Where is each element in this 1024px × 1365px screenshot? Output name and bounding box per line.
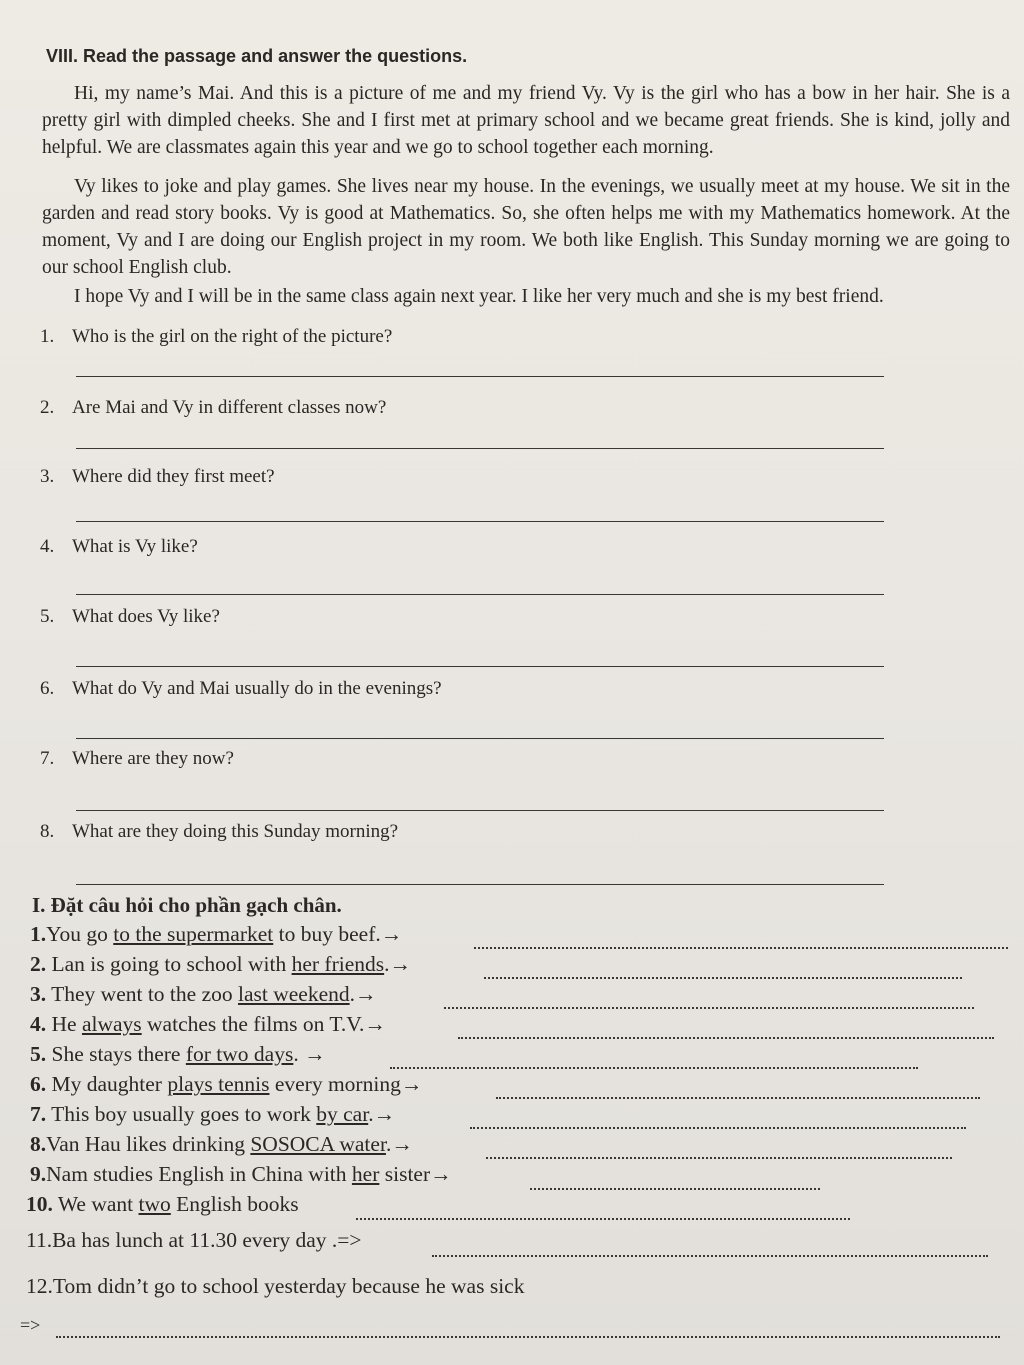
answer-line-4[interactable] xyxy=(76,594,884,595)
question-6: 6. What do Vy and Mai usually do in the evenings? xyxy=(40,678,442,699)
exercise-item-8: 8.Van Hau likes drinking SOSOCA water.→ xyxy=(30,1132,413,1156)
exercise-item-11: 11.Ba has lunch at 11.30 every day .=> xyxy=(26,1228,362,1252)
section-i-title: I. Đặt câu hỏi cho phần gạch chân. xyxy=(32,893,342,917)
answer-dots-12[interactable] xyxy=(56,1336,1000,1338)
question-8: 8. What are they doing this Sunday morning? xyxy=(40,821,399,842)
exercise-item-5: 5. She stays there for two days. → xyxy=(30,1042,326,1066)
answer-line-5[interactable] xyxy=(76,666,884,667)
final-arrow: => xyxy=(20,1315,41,1335)
answer-dots-1[interactable] xyxy=(474,947,1008,949)
answer-line-1[interactable] xyxy=(76,376,884,377)
passage-paragraph-1: Hi, my name’s Mai. And this is a picture of me and my friend Vy. Vy is the girl who has a bow in her hair. She is a pretty girl with dimpled cheeks. She and I first met at primary school and we became great friends. She is kind, jolly and helpful. We are classmates again this year and we go to school together each morning. xyxy=(42,83,1010,158)
question-5: 5. What does Vy like? xyxy=(40,606,220,627)
answer-dots-3[interactable] xyxy=(444,1007,974,1009)
answer-line-8[interactable] xyxy=(76,884,884,885)
answer-dots-5[interactable] xyxy=(390,1067,918,1069)
passage-paragraph-2: Vy likes to joke and play games. She lives near my house. In the evenings, we usually meet at my house. We sit in the garden and read story books. Vy is good at Mathematics. So, she often helps me with my Mathematics homework. At the moment, Vy and I are doing our English project in my room. We both like English. This Sunday morning we are going to our school English club. xyxy=(42,176,1010,278)
exercise-item-4: 4. He always watches the films on T.V.→ xyxy=(30,1012,386,1036)
answer-dots-6[interactable] xyxy=(496,1097,980,1099)
answer-dots-2[interactable] xyxy=(484,977,962,979)
answer-line-3[interactable] xyxy=(76,521,884,522)
question-3: 3. Where did they first meet? xyxy=(40,466,275,487)
answer-dots-10[interactable] xyxy=(356,1218,850,1220)
exercise-item-1: 1.You go to the supermarket to buy beef.→ xyxy=(30,922,403,946)
answer-dots-4[interactable] xyxy=(458,1037,994,1039)
answer-dots-7[interactable] xyxy=(470,1127,966,1129)
exercise-item-9: 9.Nam studies English in China with her sister→ xyxy=(30,1162,452,1186)
question-2: 2. Are Mai and Vy in different classes now? xyxy=(40,397,387,418)
question-4: 4. What is Vy like? xyxy=(40,536,198,557)
question-1: 1. Who is the girl on the right of the picture? xyxy=(40,326,393,347)
answer-dots-9[interactable] xyxy=(530,1188,820,1190)
passage-paragraph-3: I hope Vy and I will be in the same class again next year. I like her very much and she is my best friend. xyxy=(74,286,884,307)
exercise-item-2: 2. Lan is going to school with her friends.→ xyxy=(30,952,411,976)
answer-line-6[interactable] xyxy=(76,738,884,739)
question-7: 7. Where are they now? xyxy=(40,748,234,769)
answer-line-2[interactable] xyxy=(76,448,884,449)
exercise-item-10: 10. We want two English books xyxy=(26,1192,299,1216)
answer-line-7[interactable] xyxy=(76,810,884,811)
answer-dots-8[interactable] xyxy=(486,1157,952,1159)
exercise-item-12: 12.Tom didn’t go to school yesterday because he was sick xyxy=(26,1274,525,1298)
section-viii-title: VIII. Read the passage and answer the questions. xyxy=(46,46,468,66)
exercise-item-7: 7. This boy usually goes to work by car.→ xyxy=(30,1102,396,1126)
exercise-item-3: 3. They went to the zoo last weekend.→ xyxy=(30,982,377,1006)
exercise-item-6: 6. My daughter plays tennis every morning→ xyxy=(30,1072,423,1096)
answer-dots-11[interactable] xyxy=(432,1255,988,1257)
